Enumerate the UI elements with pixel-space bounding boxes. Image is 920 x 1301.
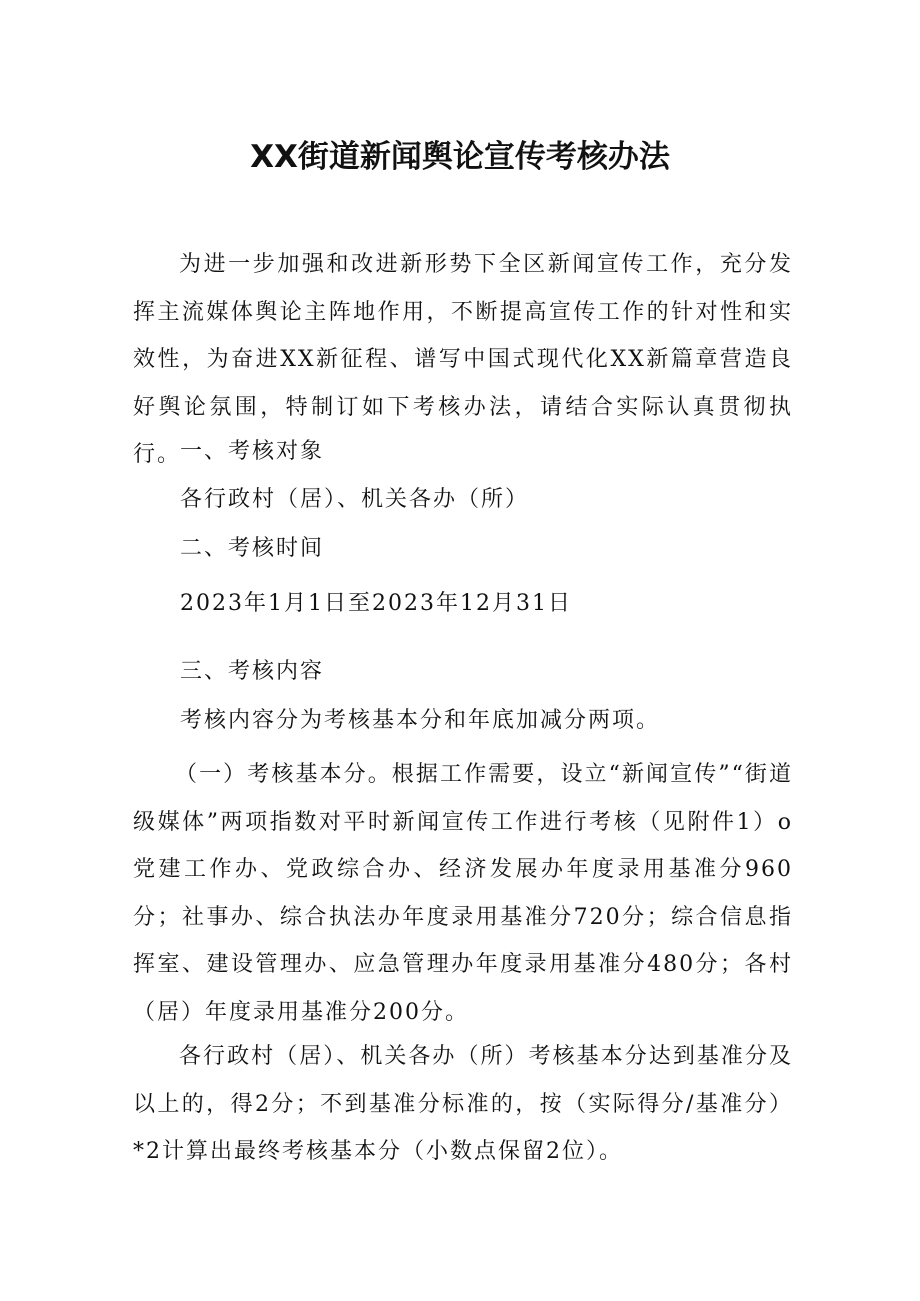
intro-text: 为进一步加强和改进新形势下全区新闻宣传工作，充分发挥主流媒体舆论主阵地作用，不断提高宣传工作的针对性和实效性，为奋进XX新征程、谱写中国式现代化XX新篇章营造良好舆论氛围，特制订如下考核办法，请结合实际认真贯彻执行。 [133, 252, 793, 468]
document-title: XX街道新闻舆论宣传考核办法 [250, 139, 670, 175]
calc-text: 各行政村（居）、机关各办（所）考核基本分达到基准分及以上的，得2分；不到基准分标准的，按（实际得分/基准分）*2计算出最终考核基本分（小数点保留2位）。 [133, 1044, 793, 1165]
basic-score-paragraph [133, 751, 793, 1037]
section3-content: 考核内容分为考核基本分和年底加减分两项。 [180, 708, 661, 733]
section2-content: 2023年1月1日至2023年12月31日 [180, 591, 572, 616]
section2-heading: 二、考核时间 [180, 536, 325, 561]
calc-paragraph [133, 1033, 793, 1176]
basic-score-text: （一）考核基本分。根据工作需要，设立“新闻宣传”“街道级媒体”两项指数对平时新闻宣传工作进行考核（见附件1）o党建工作办、党政综合办、经济发展办年度录用基准分960分；社事办、综合执法办年度录用基准分720分；综合信息指挥室、建设管理办、应急管理办年度录用基准分480分；各村（居）年度录用基准分200分。 [133, 762, 793, 1025]
section1-heading: 一、考核对象 [180, 439, 325, 464]
section3-heading: 三、考核内容 [180, 659, 325, 684]
section1-content: 各行政村（居）、机关各办（所） [180, 487, 530, 512]
